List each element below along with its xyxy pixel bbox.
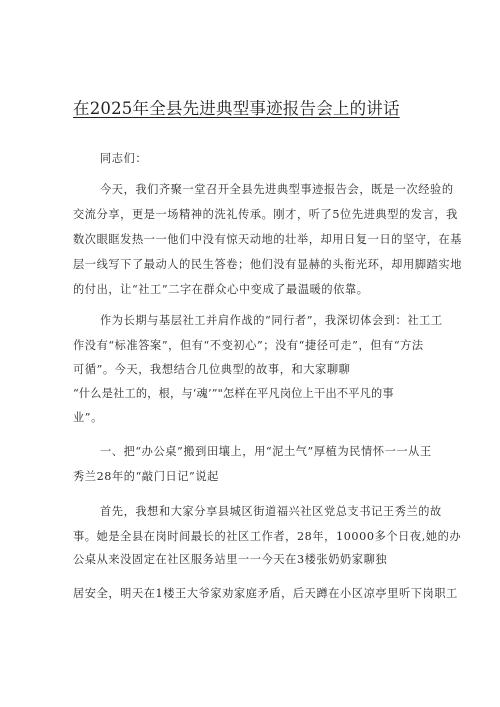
- section-heading: 秀兰28年的“敲门日记”说起: [73, 470, 219, 483]
- body-line: 作为长期与基层社工并肩作战的“同行者”，我深切体会到：社工工: [100, 314, 443, 327]
- body-line: 作没有“标准答案”，但有“不变初心”；没有“捷径可走”，但有“方法: [73, 339, 424, 352]
- body-line: 居安全，明天在1楼王大爷家劝家庭矛盾，后天蹲在小区凉亭里听下岗职工: [73, 587, 458, 600]
- section-heading: 一、把“办公桌”搬到田壤上，用“泥土气”厚植为民情怀一一从王: [100, 445, 432, 458]
- body-line: 层一线写下了最动人的民生答卷；他们没有显赫的头衔光环，却用脚踏实地: [73, 258, 462, 271]
- body-line: 数次眼眶发热一一他们中没有惊天动地的壮举，却用日复一日的坚守，在基: [73, 233, 462, 246]
- body-line: 事。她是全县在岗时间最长的社区工作者，28年，10000多个日夜,她的办: [73, 530, 462, 543]
- salutation: 同志们：: [100, 152, 148, 165]
- body-line: 公桌从来没固定在社区服务站里一一今天在3楼张奶奶家聊独: [73, 553, 388, 566]
- body-line: 的付出，让“社工”二字在群众心中变成了最温暖的依靠。: [73, 283, 369, 296]
- document-title: 在2025年全县先进典型事迹报告会上的讲话: [73, 99, 400, 118]
- body-line: “什么是社工的，根，与‘魂’”"怎样在平凡岗位上干出不平凡的事: [73, 387, 394, 400]
- body-line: 交流分享，更是一场精神的洗礼传承。刚才，听了5位先进典型的发言，我: [73, 208, 458, 221]
- body-line: 今天，我们齐聚一堂召开全县先进典型事迹报告会，既是一次经验的: [100, 183, 454, 196]
- body-line: 业”。: [73, 411, 103, 424]
- body-line: 可循”。今天，我想结合几位典型的故事，和大家聊聊: [73, 363, 351, 376]
- body-line: 首先，我想和大家分享县城区街道福兴社区党总支书记王秀兰的故: [100, 505, 442, 518]
